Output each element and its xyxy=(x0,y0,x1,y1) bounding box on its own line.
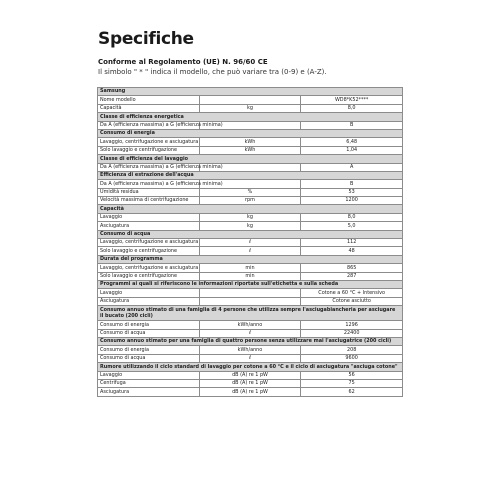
spec-value: 8,0 xyxy=(301,104,403,112)
spec-label: Lavaggio xyxy=(98,213,200,221)
spec-label: Consumo di energia xyxy=(98,321,200,329)
section-header-row xyxy=(98,171,403,179)
spec-row xyxy=(98,163,403,171)
section-header-row xyxy=(98,205,403,213)
spec-label: Centrifuga xyxy=(98,379,200,387)
spec-value: A xyxy=(301,163,403,171)
spec-unit xyxy=(199,96,301,104)
spec-row xyxy=(98,289,403,297)
spec-label: Lavaggio, centrifugazione e asciugatura xyxy=(98,138,200,146)
spec-label: Lavaggio xyxy=(98,289,200,297)
spec-row xyxy=(98,346,403,354)
spec-label: Consumo di energia xyxy=(98,346,200,354)
spec-value: 8,0 xyxy=(301,213,403,221)
section-header-row xyxy=(98,363,403,371)
section-header-label: Rumore utilizzando il ciclo standard di lavaggio per cotone a 60 °C e il ciclo di asciugatura "asciuga cotone" xyxy=(98,363,403,371)
spec-unit: ℓ xyxy=(199,239,301,247)
spec-unit: dB (A) re 1 pW xyxy=(199,388,301,396)
spec-value: 1296 xyxy=(301,321,403,329)
spec-unit xyxy=(199,297,301,305)
spec-unit: ℓ xyxy=(199,354,301,362)
section-header-label: Classe di efficienza energetica xyxy=(98,113,403,121)
spec-row xyxy=(98,188,403,196)
spec-unit: % xyxy=(199,188,301,196)
spec-row xyxy=(98,222,403,230)
spec-row xyxy=(98,379,403,387)
spec-row xyxy=(98,104,403,112)
spec-unit: ℓ xyxy=(199,329,301,337)
spec-label: Asciugatura xyxy=(98,297,200,305)
section-header-row xyxy=(98,230,403,238)
spec-unit: kWh/anno xyxy=(199,321,301,329)
spec-unit: ℓ xyxy=(199,247,301,255)
spec-unit: min xyxy=(199,264,301,272)
spec-label: Capacità xyxy=(98,104,200,112)
section-header-row xyxy=(98,155,403,163)
section-header-label: Durata del programma xyxy=(98,255,403,263)
spec-label: Lavaggio, centrifugazione e asciugatura xyxy=(98,264,200,272)
spec-unit: kWh xyxy=(199,138,301,146)
spec-row xyxy=(98,354,403,362)
spec-value: 865 xyxy=(301,264,403,272)
spec-value: 5,0 xyxy=(301,222,403,230)
spec-value: Cotone asciutto xyxy=(301,297,403,305)
section-header-label: Classe di efficienza del lavaggio xyxy=(98,155,403,163)
spec-row xyxy=(98,197,403,205)
spec-value: 53 xyxy=(301,188,403,196)
spec-unit xyxy=(199,289,301,297)
section-header-label: Capacità xyxy=(98,205,403,213)
spec-label: Lavaggio xyxy=(98,371,200,379)
spec-row xyxy=(98,96,403,104)
section-header-row xyxy=(98,113,403,121)
section-header-label: Consumo di acqua xyxy=(98,230,403,238)
section-header-label: Consumo annuo stimato per una famiglia di quattro persone senza utilizzare mai l'asciugatrice (200 cicli) xyxy=(98,337,403,345)
section-header-row xyxy=(98,88,403,96)
spec-label: Asciugatura xyxy=(98,222,200,230)
spec-row xyxy=(98,146,403,154)
spec-row xyxy=(98,388,403,396)
spec-row xyxy=(98,180,403,188)
model-symbol-note: Il simbolo " * " indica il modello, che può variare tra (0-9) e (A-Z). xyxy=(98,67,327,76)
spec-value: 1200 xyxy=(301,197,403,205)
section-header-row xyxy=(98,255,403,263)
spec-unit: dB (A) re 1 pW xyxy=(199,379,301,387)
spec-row xyxy=(98,329,403,337)
section-header-label: Programmi ai quali si riferiscono le informazioni riportate sull'etichetta e sulla scheda xyxy=(98,280,403,288)
spec-row xyxy=(98,138,403,146)
spec-label: Da A (efficienza massima) a G (efficienza minima) xyxy=(98,163,200,171)
spec-row xyxy=(98,121,403,129)
spec-label: Solo lavaggio e centrifugazione xyxy=(98,272,200,280)
section-header-row xyxy=(98,129,403,137)
spec-label: Consumo di acqua xyxy=(98,354,200,362)
spec-value: WD8*K52**** xyxy=(301,96,403,104)
spec-value: B xyxy=(301,180,403,188)
spec-label: Solo lavaggio e centrifugazione xyxy=(98,247,200,255)
spec-value: 56 xyxy=(301,371,403,379)
spec-label: Asciugatura xyxy=(98,388,200,396)
spec-unit: kg xyxy=(199,104,301,112)
spec-value: 9600 xyxy=(301,354,403,362)
section-header-row xyxy=(98,306,403,321)
spec-value: 62 xyxy=(301,388,403,396)
spec-unit: kWh xyxy=(199,146,301,154)
spec-value: 208 xyxy=(301,346,403,354)
spec-value: 6,48 xyxy=(301,138,403,146)
section-header-label: Samsung xyxy=(98,88,403,96)
spec-value: Cotone a 60 °C + Intensivo xyxy=(301,289,403,297)
spec-unit: rpm xyxy=(199,197,301,205)
spec-row xyxy=(98,297,403,305)
spec-value: 22400 xyxy=(301,329,403,337)
spec-value: 287 xyxy=(301,272,403,280)
spec-row xyxy=(98,264,403,272)
section-header-label: Consumo di energia xyxy=(98,129,403,137)
spec-value: 1,04 xyxy=(301,146,403,154)
spec-value: 75 xyxy=(301,379,403,387)
spec-row xyxy=(98,213,403,221)
regulation-subtitle: Conforme al Regolamento (UE) N. 96/60 CE xyxy=(98,58,268,66)
section-header-label: Consumo annuo stimato di una famiglia di 4 persone che utilizza sempre l'asciugabiancheria per asciugare il bucato (200 cicli) xyxy=(98,306,403,321)
spec-label: Da A (efficienza massima) a G (efficienza minima) xyxy=(98,180,200,188)
spec-row xyxy=(98,239,403,247)
spec-value: B xyxy=(301,121,403,129)
spec-value: 48 xyxy=(301,247,403,255)
spec-label: Solo lavaggio e centrifugazione xyxy=(98,146,200,154)
spec-unit: kg xyxy=(199,213,301,221)
spec-unit: min xyxy=(199,272,301,280)
spec-row xyxy=(98,321,403,329)
page-title: Specifiche xyxy=(98,29,194,49)
spec-unit: dB (A) re 1 pW xyxy=(199,371,301,379)
spec-label: Lavaggio, centrifugazione e asciugatura xyxy=(98,239,200,247)
spec-unit: kWh/anno xyxy=(199,346,301,354)
section-header-label: Efficienza di estrazione dell'acqua xyxy=(98,171,403,179)
section-header-row xyxy=(98,280,403,288)
spec-table xyxy=(97,87,403,397)
spec-row xyxy=(98,371,403,379)
spec-unit: kg xyxy=(199,222,301,230)
spec-row xyxy=(98,247,403,255)
spec-label: Consumo di acqua xyxy=(98,329,200,337)
spec-value: 112 xyxy=(301,239,403,247)
spec-row xyxy=(98,272,403,280)
spec-label: Velocità massima di centrifugazione xyxy=(98,197,200,205)
spec-label: Nome modello xyxy=(98,96,200,104)
section-header-row xyxy=(98,337,403,345)
spec-table-body xyxy=(98,88,403,397)
spec-label: Umidità residua xyxy=(98,188,200,196)
spec-label: Da A (efficienza massima) a G (efficienza minima) xyxy=(98,121,200,129)
